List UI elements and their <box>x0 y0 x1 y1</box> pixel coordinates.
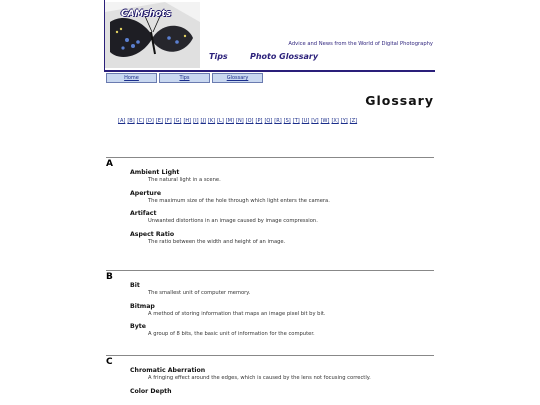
section-divider <box>106 270 434 271</box>
term-title: Artifact <box>130 210 157 217</box>
alphabet-link[interactable]: [K] <box>207 118 216 124</box>
term-definition: The smallest unit of computer memory. <box>148 290 251 296</box>
nav-home-button[interactable]: Home <box>106 73 157 83</box>
term-definition: The natural light in a scene. <box>148 177 221 183</box>
alphabet-link[interactable]: [F] <box>164 118 172 124</box>
alphabet-link[interactable]: [Q] <box>264 118 273 124</box>
section-a <box>106 157 434 251</box>
term-title: Ambient Light <box>130 169 180 176</box>
section-divider <box>106 157 434 158</box>
term-title: Bit <box>130 282 140 289</box>
term-definition: The ratio between the width and height of an image. <box>148 238 286 245</box>
alphabet-link[interactable]: [A] <box>118 118 126 124</box>
term-title: Color Depth <box>130 387 172 395</box>
alphabet-index <box>118 118 357 124</box>
term-title: Aspect Ratio <box>130 230 175 238</box>
header-nav-tips[interactable]: Tips <box>209 52 228 61</box>
alphabet-link[interactable]: [M] <box>225 118 235 124</box>
alphabet-link[interactable]: [I] <box>193 118 199 124</box>
section-letter: B <box>106 272 113 282</box>
alphabet-link[interactable]: [E] <box>155 118 163 124</box>
section-c <box>106 355 434 396</box>
section-b <box>106 270 434 344</box>
alphabet-link[interactable]: [P] <box>255 118 263 124</box>
alphabet-link[interactable]: [C] <box>136 118 145 124</box>
term-title: Byte <box>130 323 146 330</box>
alphabet-link[interactable]: [B] <box>127 118 135 124</box>
alphabet-link[interactable]: [V] <box>311 118 319 124</box>
section-letter: C <box>106 357 113 367</box>
term-title: Chromatic Aberration <box>130 367 206 374</box>
alphabet-link[interactable]: [G] <box>173 118 182 124</box>
alphabet-link[interactable]: [U] <box>301 118 310 124</box>
alphabet-link[interactable]: [O] <box>245 118 254 124</box>
alphabet-link[interactable]: [S] <box>283 118 291 124</box>
nav-bar <box>106 73 263 82</box>
nav-tips-button[interactable]: Tips <box>159 73 210 83</box>
alphabet-link[interactable]: [R] <box>274 118 282 124</box>
alphabet-link[interactable]: [D] <box>146 118 154 124</box>
section-letter: A <box>106 159 113 169</box>
alphabet-link[interactable]: [L] <box>217 118 224 124</box>
site-header <box>104 0 435 72</box>
site-tagline: Advice and News from the World of Digital Photography <box>288 41 433 47</box>
term-title: Bitmap <box>130 302 155 310</box>
alphabet-link[interactable]: [T] <box>292 118 300 124</box>
header-nav-photo-glossary[interactable]: Photo Glossary <box>250 52 319 61</box>
term-definition: Unwanted distortions in an image caused by image compression. <box>148 218 318 224</box>
alphabet-link[interactable]: [N] <box>236 118 244 124</box>
term-definition: A method of storing information that maps an image pixel bit by bit. <box>148 310 326 317</box>
section-divider <box>106 355 434 356</box>
alphabet-link[interactable]: [Z] <box>349 118 358 124</box>
term-definition: A fringing effect around the edges, which is caused by the lens not focusing correctly. <box>148 375 371 381</box>
term-title: Aperture <box>130 189 162 197</box>
alphabet-link[interactable]: [W] <box>320 118 330 124</box>
alphabet-link[interactable]: [H] <box>183 118 192 124</box>
alphabet-link[interactable]: [Y] <box>340 118 348 124</box>
alphabet-link[interactable]: [J] <box>200 118 206 124</box>
site-logo[interactable]: CAMshots <box>121 9 172 19</box>
page-title: Glossary <box>365 93 434 108</box>
nav-glossary-button[interactable]: Glossary <box>212 73 263 83</box>
term-definition: The maximum size of the hole through which light enters the camera. <box>148 197 330 204</box>
alphabet-link[interactable]: [X] <box>331 118 339 124</box>
term-definition: A group of 8 bits, the basic unit of information for the computer. <box>148 331 315 337</box>
